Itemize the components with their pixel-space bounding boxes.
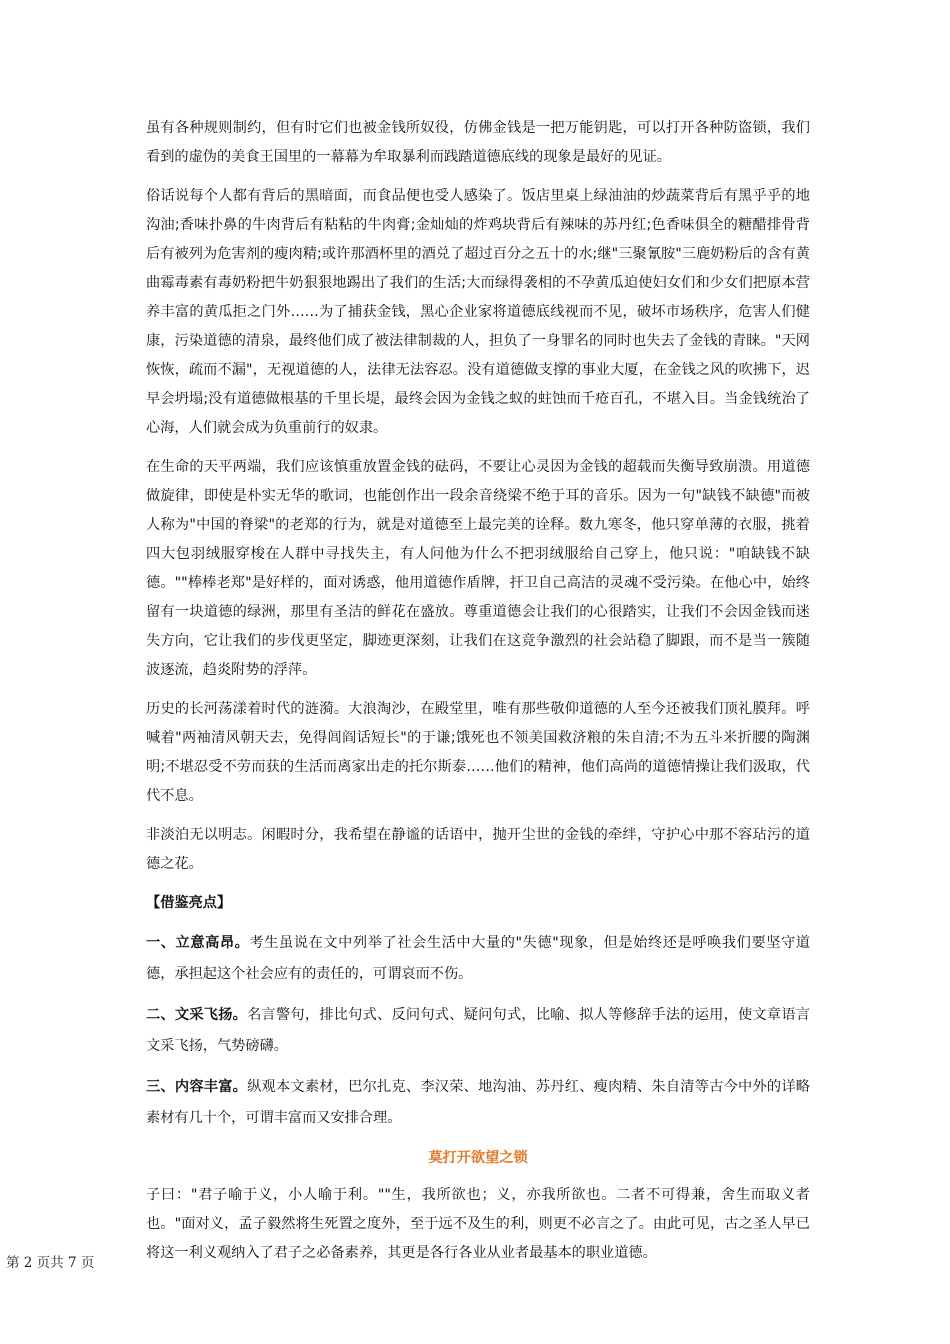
highlight-point-3-lead: 三、内容丰富。: [146, 1079, 248, 1095]
paragraph-3: 在生命的天平两端，我们应该慎重放置金钱的砝码，不要让心灵因为金钱的超载而失衡导致崩溃。用道德做旋律，即使是朴实无华的歌词，也能创作出一段余音绕梁不绝于耳的音乐。因为一句"缺钱不缺德"而被人称为"中国的脊梁"的老郑的行为，就是对道德至上最完美的诠释。数九寒冬，他只穿单薄的衣服，挑着四大包羽绒服穿梭在人群中寻找失主，有人问他为什么不把羽绒服给自己穿上，他只说："咱缺钱不缺德。""棒棒老郑"是好样的，面对诱惑，他用道德作盾牌，扞卫自己高洁的灵魂不受污染。在他心中，始终留有一块道德的绿洲，那里有圣洁的鲜花在盛放。尊重道德会让我们的心很踏实，让我们不会因金钱而迷失方向，它让我们的步伐更坚定，脚迹更深刻，让我们在这竞争激烈的社会站稳了脚跟，而不是当一簇随波逐流，趋炎附势的浮萍。: [146, 459, 810, 678]
highlight-point-3-text: 纵观本文素材，巴尔扎克、李汉荣、地沟油、苏丹红、瘦肉精、朱自清等古今中外的详略素材有几十个，可谓丰富而又安排合理。: [146, 1079, 810, 1126]
paragraph-4: 历史的长河荡漾着时代的涟漪。大浪淘沙，在殿堂里，唯有那些敬仰道德的人至今还被我们顶礼膜拜。呼喊着"两袖清风朝天去，免得闾阎话短长"的于谦;饿死也不领美国救济粮的朱自清;不为五斗米折腰的陶渊明;不堪忍受不劳而获的生活而离家出走的托尔斯泰……他们的精神，他们高尚的道德情操让我们汲取，代代不息。: [146, 701, 810, 804]
page-footer: 第 2 页共 7 页: [6, 1255, 95, 1271]
paragraph-1: 虽有各种规则制约，但有时它们也被金钱所奴役，仿佛金钱是一把万能钥匙，可以打开各种防盗锁，我们看到的虚伪的美食王国里的一幕幕为牟取暴利而践踏道德底线的现象是最好的见证。: [146, 120, 810, 165]
highlight-point-2: [146, 1000, 810, 1062]
highlight-point-2-lead: 二、文采飞扬。: [146, 1007, 248, 1023]
paragraph-5: 非淡泊无以明志。闲暇时分，我希望在静谧的话语中，抛开尘世的金钱的牵绊，守护心中那不容玷污的道德之花。: [146, 827, 810, 872]
highlight-point-1-text: 考生虽说在文中列举了社会生活中大量的"失德"现象，但是始终还是呼唤我们要坚守道德，承担起这个社会应有的责任的，可谓哀而不伤。: [146, 935, 810, 982]
document-body: [146, 114, 810, 1278]
highlight-point-3: [146, 1072, 810, 1134]
highlight-point-2-text: 名言警句，排比句式、反问句式、疑问句式，比喻、拟人等修辞手法的运用，使文章语言文采飞扬，气势磅礴。: [146, 1007, 810, 1054]
paragraph-2: 俗话说每个人都有背后的黑暗面，而食品便也受人感染了。饭店里桌上绿油油的炒蔬菜背后有黑乎乎的地沟油;香味扑鼻的牛肉背后有粘粘的牛肉膏;金灿灿的炸鸡块背后有辣味的苏丹红;色香味俱全的糖醋排骨背后有被列为危害剂的瘦肉精;或许那酒杯里的酒兑了超过百分之五十的水;继"三聚氰胺"三鹿奶粉后的含有黄曲霉毒素有毒奶粉把牛奶狠狠地踢出了我们的生活;大而绿得袭相的不孕黄瓜迫使妇女们和少女们把原本营养丰富的黄瓜拒之门外……为了捕获金钱，黑心企业家将道德底线视而不见，破坏市场秩序，危害人们健康，污染道德的清泉，最终他们成了被法律制裁的人，担负了一身罪名的同时也失去了金钱的青睐。"天网恢恢，疏而不漏"，无视道德的人，法律无法容忍。没有道德做支撑的事业大厦，在金钱之风的吹拂下，迟早会坍塌;没有道德做根基的千里长堤，最终会因为金钱之蚁的蛀蚀而千疮百孔，不堪入目。当金钱统治了心海，人们就会成为负重前行的奴隶。: [146, 188, 810, 436]
highlight-point-1-lead: 一、立意高昂。: [146, 935, 250, 951]
highlights-heading: 【借鉴亮点】: [146, 895, 232, 911]
essay-first-paragraph: 子曰："君子喻于义，小人喻于利。""生，我所欲也；义，亦我所欲也。二者不可得兼，舍生而取义者也。"面对义，孟子毅然将生死置之度外，至于远不及生的利，则更不必言之了。由此可见，古之圣人早已将这一利义观纳入了君子之必备素养，其更是各行各业从业者最基本的职业道德。: [146, 1187, 810, 1261]
highlight-point-1: [146, 928, 810, 990]
essay-title: 莫打开欲望之锁: [428, 1150, 528, 1166]
